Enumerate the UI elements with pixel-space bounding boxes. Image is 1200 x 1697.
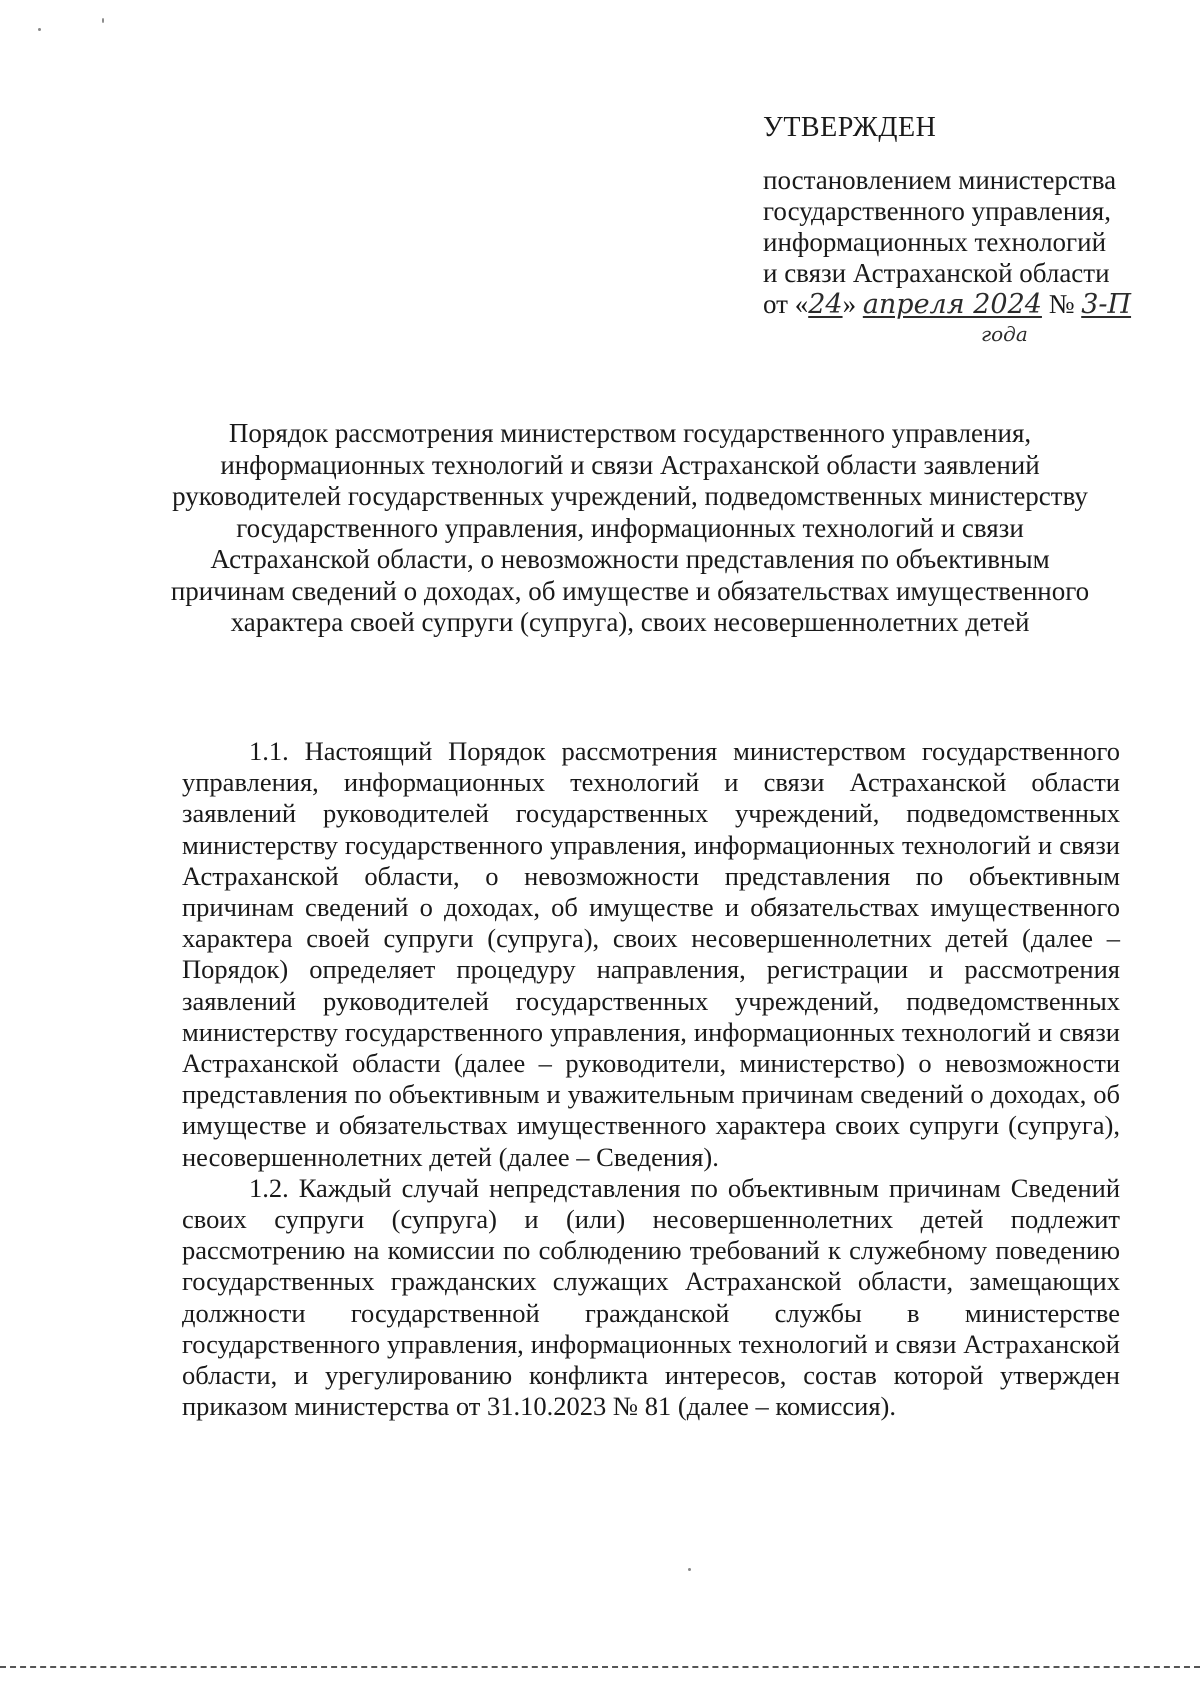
date-mid: » <box>842 289 863 319</box>
title-line: руководителей государственных учреждений, подведомственных министерству <box>172 481 1088 511</box>
date-prefix: от « <box>763 289 809 319</box>
approval-line: информационных технологий <box>763 227 1107 257</box>
title-line: причинам сведений о доходах, об имуществе и обязательствах имущественного <box>170 575 1090 606</box>
approval-line: постановлением министерства <box>763 165 1117 195</box>
title-line: информационных технологий и связи Астраханской области заявлений <box>220 449 1040 480</box>
approval-line: и связи Астраханской области <box>763 258 1110 288</box>
handwritten-month-year: апреля 2024 <box>862 289 1042 320</box>
document-body <box>182 736 1120 1422</box>
title-line: государственного управления, информационных технологий и связи <box>236 512 1024 543</box>
approval-date-line <box>763 289 1143 346</box>
title-line: Астраханской области, о невозможности представления по объективным <box>210 544 1050 574</box>
document-title <box>150 418 1110 639</box>
handwritten-year-word: года <box>981 322 1028 346</box>
approval-title: УТВЕРЖДЕН <box>763 112 937 143</box>
handwritten-day: 24 <box>808 289 843 320</box>
approval-line: государственного управления, <box>763 196 1111 226</box>
handwritten-number: 3-П <box>1081 289 1132 320</box>
title-line: Порядок рассмотрения министерством государственного управления, <box>228 418 1032 448</box>
number-label: № <box>1041 289 1082 319</box>
title-line: характера своей супруги (супруга), своих несовершеннолетних детей <box>230 607 1030 637</box>
approval-stamp-block <box>763 112 1143 346</box>
scan-speck <box>102 18 104 23</box>
paragraph-1-2: 1.2. Каждый случай непредставления по объективным причинам Сведений своих супруги (супруга) и (или) несовершеннолетних детей подлежит рассмотрению на комиссии по соблюдению требований к служебному поведению государственных гражданских служащих Астраханской области, замещающих должности государственной гражданской службы в министерстве государственного управления, информационных технологий и связи Астраханской области, и урегулированию конфликта интересов, состав которой утвержден приказом министерства от 31.10.2023 № 81 (далее – комиссия). <box>182 1172 1120 1422</box>
scan-speck <box>688 1568 691 1571</box>
scan-bottom-edge <box>0 1666 1200 1668</box>
scan-speck <box>38 28 41 31</box>
paragraph-1-1: 1.1. Настоящий Порядок рассмотрения министерством государственного управления, информационных технологий и связи Астраханской области заявлений руководителей государственных учреждений, подведомственных министерству государственного управления, информационных технологий и связи Астраханской области, о невозможности представления по объективным причинам сведений о доходах, об имуществе и обязательствах имущественного характера своей супруги (супруга), своих несовершеннолетних детей (далее – Порядок) определяет процедуру направления, регистрации и рассмотрения заявлений руководителей государственных учреждений, подведомственных министерству государственного управления, информационных технологий и связи Астраханской области (далее – руководители, министерство) о невозможности представления по объективным и уважительным причинам сведений о доходах, об имуществе и обязательствах имущественного характера своих супруги (супруга), несовершеннолетних детей (далее – Сведения). <box>182 736 1120 1172</box>
